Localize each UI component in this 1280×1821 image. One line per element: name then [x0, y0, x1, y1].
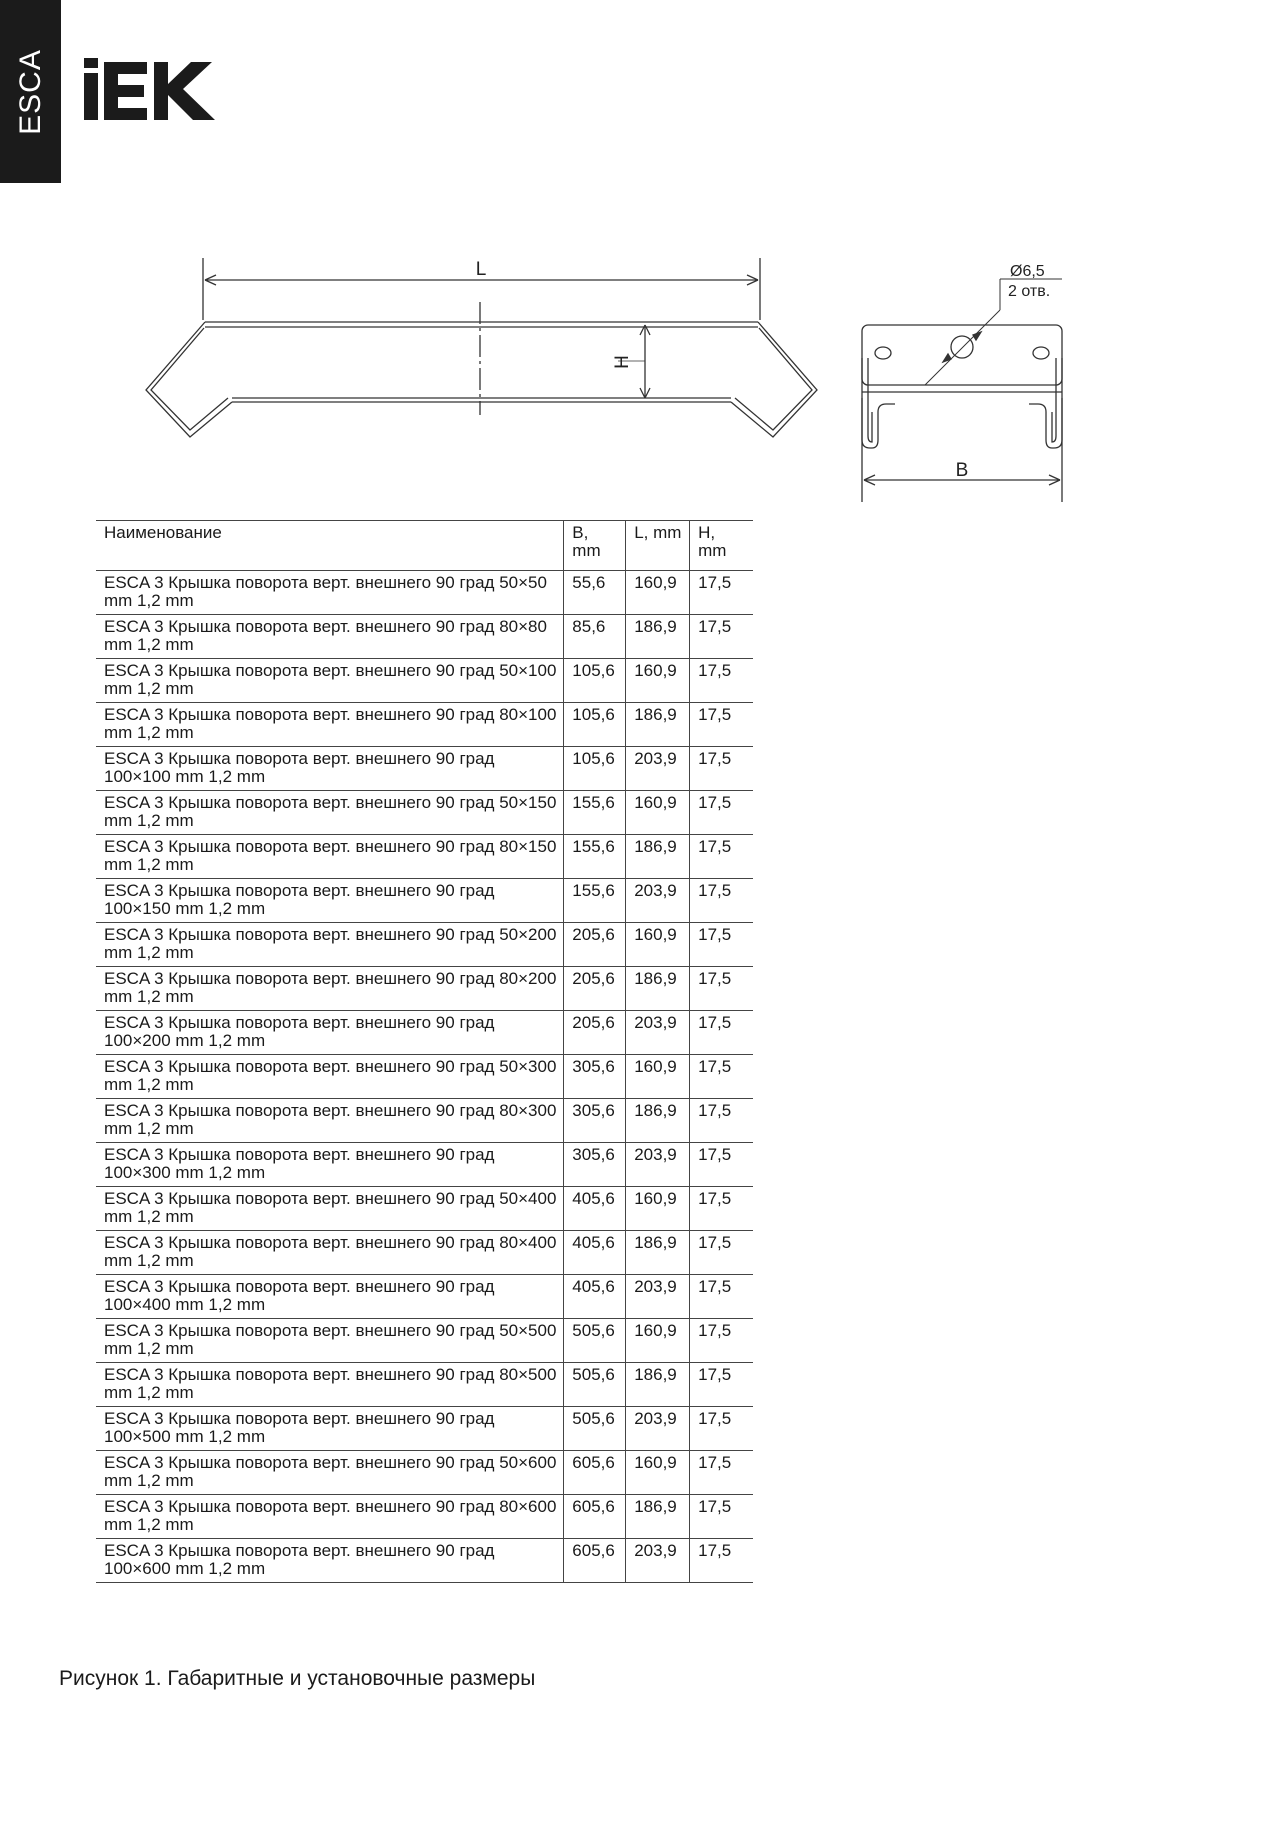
cell-name: ESCA 3 Крышка поворота верт. внешнего 90 град 80×400 mm 1,2 mm	[96, 1231, 564, 1275]
figure-caption: Рисунок 1. Габаритные и установочные размеры	[59, 1667, 536, 1690]
table-row	[96, 1451, 753, 1495]
cell-h: 17,5	[690, 835, 753, 879]
series-side-tab	[0, 0, 61, 183]
cell-h: 17,5	[690, 923, 753, 967]
cell-l: 186,9	[626, 967, 690, 1011]
dim-h-label: H	[612, 355, 633, 369]
cell-h: 17,5	[690, 1275, 753, 1319]
cell-l: 186,9	[626, 1495, 690, 1539]
cell-h: 17,5	[690, 879, 753, 923]
hole-diameter-label: Ø6,5	[1010, 263, 1045, 280]
table-row	[96, 1187, 753, 1231]
table-row	[96, 1099, 753, 1143]
cell-name: ESCA 3 Крышка поворота верт. внешнего 90 град 50×50 mm 1,2 mm	[96, 571, 564, 615]
cell-l: 186,9	[626, 835, 690, 879]
table-row	[96, 571, 753, 615]
header-l: L, mm	[626, 521, 690, 571]
table-row	[96, 1319, 753, 1363]
cell-b: 405,6	[564, 1275, 626, 1319]
cell-h: 17,5	[690, 1319, 753, 1363]
cell-b: 155,6	[564, 879, 626, 923]
cell-name: ESCA 3 Крышка поворота верт. внешнего 90 град 80×300 mm 1,2 mm	[96, 1099, 564, 1143]
cell-b: 205,6	[564, 923, 626, 967]
cell-name: ESCA 3 Крышка поворота верт. внешнего 90 град 50×100 mm 1,2 mm	[96, 659, 564, 703]
cell-h: 17,5	[690, 1231, 753, 1275]
cell-name: ESCA 3 Крышка поворота верт. внешнего 90 град 100×100 mm 1,2 mm	[96, 747, 564, 791]
cell-h: 17,5	[690, 1011, 753, 1055]
cell-l: 160,9	[626, 1055, 690, 1099]
header-b: B, mm	[564, 521, 626, 571]
header-name: Наименование	[96, 521, 564, 571]
cell-b: 85,6	[564, 615, 626, 659]
cell-l: 160,9	[626, 791, 690, 835]
cell-b: 605,6	[564, 1495, 626, 1539]
cell-l: 203,9	[626, 1539, 690, 1583]
cell-b: 505,6	[564, 1363, 626, 1407]
iek-logo	[84, 58, 219, 120]
cell-name: ESCA 3 Крышка поворота верт. внешнего 90 град 80×500 mm 1,2 mm	[96, 1363, 564, 1407]
cell-name: ESCA 3 Крышка поворота верт. внешнего 90 град 50×400 mm 1,2 mm	[96, 1187, 564, 1231]
table-row	[96, 703, 753, 747]
cell-b: 55,6	[564, 571, 626, 615]
table-row	[96, 791, 753, 835]
cell-h: 17,5	[690, 1363, 753, 1407]
dim-b-label: B	[955, 460, 969, 481]
table-row	[96, 747, 753, 791]
cell-b: 605,6	[564, 1539, 626, 1583]
cell-l: 203,9	[626, 1011, 690, 1055]
cell-b: 205,6	[564, 1011, 626, 1055]
table-row	[96, 1275, 753, 1319]
cell-l: 186,9	[626, 615, 690, 659]
cell-h: 17,5	[690, 967, 753, 1011]
table-row	[96, 1143, 753, 1187]
series-tab-label: ESCA	[13, 48, 47, 135]
cell-b: 205,6	[564, 967, 626, 1011]
table-row	[96, 1495, 753, 1539]
cell-l: 203,9	[626, 879, 690, 923]
cell-h: 17,5	[690, 615, 753, 659]
cell-h: 17,5	[690, 1451, 753, 1495]
cell-name: ESCA 3 Крышка поворота верт. внешнего 90 град 80×80 mm 1,2 mm	[96, 615, 564, 659]
cell-b: 305,6	[564, 1055, 626, 1099]
cell-name: ESCA 3 Крышка поворота верт. внешнего 90 град 80×150 mm 1,2 mm	[96, 835, 564, 879]
table-header-row	[96, 521, 753, 571]
cell-name: ESCA 3 Крышка поворота верт. внешнего 90 град 100×400 mm 1,2 mm	[96, 1275, 564, 1319]
cell-l: 186,9	[626, 1231, 690, 1275]
cell-l: 203,9	[626, 1407, 690, 1451]
cell-l: 160,9	[626, 923, 690, 967]
cell-l: 186,9	[626, 1099, 690, 1143]
cell-h: 17,5	[690, 703, 753, 747]
table-row	[96, 615, 753, 659]
cover-side-view	[146, 258, 817, 437]
cell-b: 505,6	[564, 1319, 626, 1363]
cell-h: 17,5	[690, 747, 753, 791]
header-h: H, mm	[690, 521, 753, 571]
table-row	[96, 1539, 753, 1583]
cell-b: 605,6	[564, 1451, 626, 1495]
cell-h: 17,5	[690, 571, 753, 615]
cell-h: 17,5	[690, 1099, 753, 1143]
cell-name: ESCA 3 Крышка поворота верт. внешнего 90 град 50×600 mm 1,2 mm	[96, 1451, 564, 1495]
cell-name: ESCA 3 Крышка поворота верт. внешнего 90 град 50×300 mm 1,2 mm	[96, 1055, 564, 1099]
dimension-drawing	[0, 240, 1280, 520]
cell-l: 160,9	[626, 571, 690, 615]
cell-h: 17,5	[690, 1143, 753, 1187]
cell-l: 160,9	[626, 1451, 690, 1495]
table-row	[96, 1055, 753, 1099]
cell-name: ESCA 3 Крышка поворота верт. внешнего 90 град 100×600 mm 1,2 mm	[96, 1539, 564, 1583]
table-row	[96, 1011, 753, 1055]
cell-name: ESCA 3 Крышка поворота верт. внешнего 90 град 50×500 mm 1,2 mm	[96, 1319, 564, 1363]
cell-b: 405,6	[564, 1187, 626, 1231]
cell-b: 105,6	[564, 703, 626, 747]
dim-l-label: L	[475, 259, 487, 280]
cell-b: 405,6	[564, 1231, 626, 1275]
cell-b: 305,6	[564, 1099, 626, 1143]
cell-l: 203,9	[626, 1143, 690, 1187]
table-row	[96, 1407, 753, 1451]
cell-name: ESCA 3 Крышка поворота верт. внешнего 90 град 50×200 mm 1,2 mm	[96, 923, 564, 967]
cell-name: ESCA 3 Крышка поворота верт. внешнего 90 град 80×600 mm 1,2 mm	[96, 1495, 564, 1539]
cell-b: 155,6	[564, 791, 626, 835]
cell-h: 17,5	[690, 1055, 753, 1099]
table-row	[96, 1363, 753, 1407]
cell-l: 186,9	[626, 1363, 690, 1407]
cell-name: ESCA 3 Крышка поворота верт. внешнего 90 град 80×200 mm 1,2 mm	[96, 967, 564, 1011]
cell-b: 105,6	[564, 659, 626, 703]
cell-name: ESCA 3 Крышка поворота верт. внешнего 90 град 80×100 mm 1,2 mm	[96, 703, 564, 747]
cell-l: 160,9	[626, 1187, 690, 1231]
table-row	[96, 1231, 753, 1275]
cell-name: ESCA 3 Крышка поворота верт. внешнего 90 град 100×300 mm 1,2 mm	[96, 1143, 564, 1187]
cell-b: 505,6	[564, 1407, 626, 1451]
cell-name: ESCA 3 Крышка поворота верт. внешнего 90 град 100×150 mm 1,2 mm	[96, 879, 564, 923]
cell-h: 17,5	[690, 1407, 753, 1451]
cell-l: 160,9	[626, 659, 690, 703]
cell-name: ESCA 3 Крышка поворота верт. внешнего 90 град 50×150 mm 1,2 mm	[96, 791, 564, 835]
cell-name: ESCA 3 Крышка поворота верт. внешнего 90 град 100×200 mm 1,2 mm	[96, 1011, 564, 1055]
cell-h: 17,5	[690, 1495, 753, 1539]
table-row	[96, 835, 753, 879]
table-body	[96, 571, 753, 1583]
cell-l: 186,9	[626, 703, 690, 747]
dimensions-table	[96, 520, 753, 1583]
cell-l: 160,9	[626, 1319, 690, 1363]
cell-l: 203,9	[626, 1275, 690, 1319]
cell-b: 305,6	[564, 1143, 626, 1187]
cell-h: 17,5	[690, 659, 753, 703]
table-row	[96, 923, 753, 967]
cell-b: 155,6	[564, 835, 626, 879]
cell-h: 17,5	[690, 1539, 753, 1583]
table-row	[96, 659, 753, 703]
cell-h: 17,5	[690, 791, 753, 835]
table-row	[96, 967, 753, 1011]
cell-h: 17,5	[690, 1187, 753, 1231]
cell-b: 105,6	[564, 747, 626, 791]
cell-l: 203,9	[626, 747, 690, 791]
cell-name: ESCA 3 Крышка поворота верт. внешнего 90 град 100×500 mm 1,2 mm	[96, 1407, 564, 1451]
hole-count-label: 2 отв.	[1008, 283, 1051, 300]
table-row	[96, 879, 753, 923]
